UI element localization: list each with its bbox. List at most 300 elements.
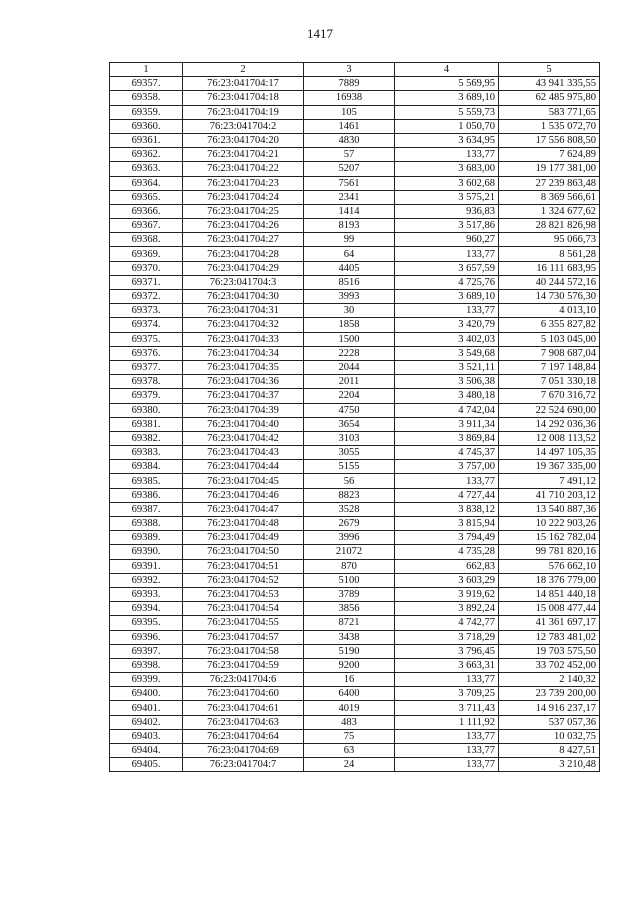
table-row bbox=[110, 304, 600, 318]
area-cell: 16938 bbox=[304, 91, 395, 105]
area-cell: 9200 bbox=[304, 658, 395, 672]
area-cell: 75 bbox=[304, 729, 395, 743]
row-number-cell: 69365. bbox=[110, 190, 183, 204]
row-number-cell: 69361. bbox=[110, 133, 183, 147]
specific-value-cell: 4 727,44 bbox=[395, 488, 499, 502]
cadastral-number-cell: 76:23:041704:48 bbox=[183, 517, 304, 531]
cadastral-number-cell: 76:23:041704:42 bbox=[183, 431, 304, 445]
specific-value-cell: 3 718,29 bbox=[395, 630, 499, 644]
specific-value-cell: 3 480,18 bbox=[395, 389, 499, 403]
table-row bbox=[110, 247, 600, 261]
area-cell: 1461 bbox=[304, 119, 395, 133]
row-number-cell: 69384. bbox=[110, 460, 183, 474]
specific-value-cell: 133,77 bbox=[395, 758, 499, 772]
table-row bbox=[110, 573, 600, 587]
cadastral-value-cell: 15 162 782,04 bbox=[499, 531, 600, 545]
row-number-cell: 69392. bbox=[110, 573, 183, 587]
cadastral-number-cell: 76:23:041704:55 bbox=[183, 616, 304, 630]
column-header-5: 5 bbox=[499, 63, 600, 77]
cadastral-value-cell: 15 008 477,44 bbox=[499, 602, 600, 616]
area-cell: 3528 bbox=[304, 502, 395, 516]
table-row bbox=[110, 190, 600, 204]
cadastral-number-cell: 76:23:041704:63 bbox=[183, 715, 304, 729]
cadastral-number-cell: 76:23:041704:22 bbox=[183, 162, 304, 176]
cadastral-number-cell: 76:23:041704:6 bbox=[183, 673, 304, 687]
area-cell: 57 bbox=[304, 148, 395, 162]
table-row bbox=[110, 360, 600, 374]
cadastral-number-cell: 76:23:041704:54 bbox=[183, 602, 304, 616]
table-row bbox=[110, 133, 600, 147]
row-number-cell: 69358. bbox=[110, 91, 183, 105]
area-cell: 105 bbox=[304, 105, 395, 119]
row-number-cell: 69397. bbox=[110, 644, 183, 658]
row-number-cell: 69372. bbox=[110, 290, 183, 304]
cadastral-value-cell: 12 008 113,52 bbox=[499, 431, 600, 445]
cadastral-number-cell: 76:23:041704:24 bbox=[183, 190, 304, 204]
cadastral-number-cell: 76:23:041704:20 bbox=[183, 133, 304, 147]
specific-value-cell: 3 796,45 bbox=[395, 644, 499, 658]
row-number-cell: 69375. bbox=[110, 332, 183, 346]
table-row bbox=[110, 417, 600, 431]
cadastral-number-cell: 76:23:041704:33 bbox=[183, 332, 304, 346]
specific-value-cell: 133,77 bbox=[395, 247, 499, 261]
table-row bbox=[110, 389, 600, 403]
specific-value-cell: 936,83 bbox=[395, 204, 499, 218]
area-cell: 2044 bbox=[304, 360, 395, 374]
column-header-2: 2 bbox=[183, 63, 304, 77]
row-number-cell: 69382. bbox=[110, 431, 183, 445]
cadastral-number-cell: 76:23:041704:43 bbox=[183, 446, 304, 460]
specific-value-cell: 3 838,12 bbox=[395, 502, 499, 516]
cadastral-value-cell: 1 324 677,62 bbox=[499, 204, 600, 218]
cadastral-number-cell: 76:23:041704:19 bbox=[183, 105, 304, 119]
cadastral-value-cell: 583 771,65 bbox=[499, 105, 600, 119]
table-row bbox=[110, 403, 600, 417]
cadastral-number-cell: 76:23:041704:40 bbox=[183, 417, 304, 431]
area-cell: 483 bbox=[304, 715, 395, 729]
table-row bbox=[110, 431, 600, 445]
table-row bbox=[110, 687, 600, 701]
specific-value-cell: 3 919,62 bbox=[395, 587, 499, 601]
specific-value-cell: 133,77 bbox=[395, 673, 499, 687]
table-row bbox=[110, 729, 600, 743]
cadastral-value-cell: 41 361 697,17 bbox=[499, 616, 600, 630]
specific-value-cell: 133,77 bbox=[395, 148, 499, 162]
table-row bbox=[110, 474, 600, 488]
area-cell: 64 bbox=[304, 247, 395, 261]
area-cell: 2341 bbox=[304, 190, 395, 204]
table-row bbox=[110, 375, 600, 389]
table-row bbox=[110, 91, 600, 105]
specific-value-cell: 3 402,03 bbox=[395, 332, 499, 346]
cadastral-value-cell: 7 670 316,72 bbox=[499, 389, 600, 403]
cadastral-value-cell: 576 662,10 bbox=[499, 559, 600, 573]
cadastral-number-cell: 76:23:041704:46 bbox=[183, 488, 304, 502]
row-number-cell: 69395. bbox=[110, 616, 183, 630]
row-number-cell: 69393. bbox=[110, 587, 183, 601]
table-row bbox=[110, 318, 600, 332]
cadastral-number-cell: 76:23:041704:27 bbox=[183, 233, 304, 247]
area-cell: 4830 bbox=[304, 133, 395, 147]
table-row bbox=[110, 545, 600, 559]
area-cell: 3789 bbox=[304, 587, 395, 601]
cadastral-number-cell: 76:23:041704:39 bbox=[183, 403, 304, 417]
cadastral-number-cell: 76:23:041704:69 bbox=[183, 744, 304, 758]
table-row bbox=[110, 616, 600, 630]
cadastral-value-cell: 7 197 148,84 bbox=[499, 360, 600, 374]
cadastral-number-cell: 76:23:041704:36 bbox=[183, 375, 304, 389]
row-number-cell: 69387. bbox=[110, 502, 183, 516]
table-row bbox=[110, 602, 600, 616]
specific-value-cell: 3 757,00 bbox=[395, 460, 499, 474]
area-cell: 24 bbox=[304, 758, 395, 772]
cadastral-value-cell: 43 941 335,55 bbox=[499, 77, 600, 91]
table-row bbox=[110, 176, 600, 190]
cadastral-value-cell: 10 032,75 bbox=[499, 729, 600, 743]
cadastral-number-cell: 76:23:041704:7 bbox=[183, 758, 304, 772]
cadastral-value-cell: 13 540 887,36 bbox=[499, 502, 600, 516]
row-number-cell: 69402. bbox=[110, 715, 183, 729]
cadastral-value-cell: 537 057,36 bbox=[499, 715, 600, 729]
cadastral-value-cell: 62 485 975,80 bbox=[499, 91, 600, 105]
row-number-cell: 69399. bbox=[110, 673, 183, 687]
area-cell: 2679 bbox=[304, 517, 395, 531]
specific-value-cell: 3 794,49 bbox=[395, 531, 499, 545]
specific-value-cell: 3 815,94 bbox=[395, 517, 499, 531]
cadastral-number-cell: 76:23:041704:29 bbox=[183, 261, 304, 275]
cadastral-value-cell: 1 535 072,70 bbox=[499, 119, 600, 133]
row-number-cell: 69377. bbox=[110, 360, 183, 374]
row-number-cell: 69373. bbox=[110, 304, 183, 318]
area-cell: 16 bbox=[304, 673, 395, 687]
cadastral-number-cell: 76:23:041704:64 bbox=[183, 729, 304, 743]
cadastral-number-cell: 76:23:041704:61 bbox=[183, 701, 304, 715]
specific-value-cell: 4 742,04 bbox=[395, 403, 499, 417]
cadastral-value-cell: 7 624,89 bbox=[499, 148, 600, 162]
table-body bbox=[110, 77, 600, 772]
cadastral-number-cell: 76:23:041704:58 bbox=[183, 644, 304, 658]
area-cell: 56 bbox=[304, 474, 395, 488]
cadastral-value-cell: 12 783 481,02 bbox=[499, 630, 600, 644]
cadastral-number-cell: 76:23:041704:23 bbox=[183, 176, 304, 190]
table-row bbox=[110, 587, 600, 601]
cadastral-number-cell: 76:23:041704:50 bbox=[183, 545, 304, 559]
row-number-cell: 69367. bbox=[110, 219, 183, 233]
table-row bbox=[110, 446, 600, 460]
cadastral-value-cell: 14 916 237,17 bbox=[499, 701, 600, 715]
area-cell: 4019 bbox=[304, 701, 395, 715]
cadastral-value-cell: 14 851 440,18 bbox=[499, 587, 600, 601]
area-cell: 7889 bbox=[304, 77, 395, 91]
row-number-cell: 69394. bbox=[110, 602, 183, 616]
row-number-cell: 69389. bbox=[110, 531, 183, 545]
cadastral-value-cell: 2 140,32 bbox=[499, 673, 600, 687]
table-row bbox=[110, 119, 600, 133]
row-number-cell: 69364. bbox=[110, 176, 183, 190]
cadastral-value-cell: 95 066,73 bbox=[499, 233, 600, 247]
specific-value-cell: 133,77 bbox=[395, 304, 499, 318]
row-number-cell: 69363. bbox=[110, 162, 183, 176]
specific-value-cell: 3 683,00 bbox=[395, 162, 499, 176]
row-number-cell: 69368. bbox=[110, 233, 183, 247]
cadastral-value-cell: 19 703 575,50 bbox=[499, 644, 600, 658]
table-row bbox=[110, 332, 600, 346]
table-row bbox=[110, 290, 600, 304]
area-cell: 99 bbox=[304, 233, 395, 247]
cadastral-number-cell: 76:23:041704:57 bbox=[183, 630, 304, 644]
specific-value-cell: 3 892,24 bbox=[395, 602, 499, 616]
area-cell: 3103 bbox=[304, 431, 395, 445]
cadastral-value-cell: 8 369 566,61 bbox=[499, 190, 600, 204]
area-cell: 63 bbox=[304, 744, 395, 758]
specific-value-cell: 3 420,79 bbox=[395, 318, 499, 332]
specific-value-cell: 3 575,21 bbox=[395, 190, 499, 204]
table-row bbox=[110, 219, 600, 233]
area-cell: 2228 bbox=[304, 346, 395, 360]
cadastral-value-cell: 8 427,51 bbox=[499, 744, 600, 758]
cadastral-value-cell: 17 556 808,50 bbox=[499, 133, 600, 147]
table-row bbox=[110, 105, 600, 119]
row-number-cell: 69398. bbox=[110, 658, 183, 672]
area-cell: 5190 bbox=[304, 644, 395, 658]
row-number-cell: 69396. bbox=[110, 630, 183, 644]
table-row bbox=[110, 744, 600, 758]
specific-value-cell: 3 657,59 bbox=[395, 261, 499, 275]
cadastral-value-cell: 27 239 863,48 bbox=[499, 176, 600, 190]
cadastral-number-cell: 76:23:041704:45 bbox=[183, 474, 304, 488]
area-cell: 8516 bbox=[304, 275, 395, 289]
table-row bbox=[110, 460, 600, 474]
area-cell: 1414 bbox=[304, 204, 395, 218]
cadastral-number-cell: 76:23:041704:3 bbox=[183, 275, 304, 289]
cadastral-number-cell: 76:23:041704:31 bbox=[183, 304, 304, 318]
cadastral-number-cell: 76:23:041704:30 bbox=[183, 290, 304, 304]
table-row bbox=[110, 673, 600, 687]
area-cell: 4750 bbox=[304, 403, 395, 417]
column-header-1: 1 bbox=[110, 63, 183, 77]
area-cell: 3996 bbox=[304, 531, 395, 545]
area-cell: 7561 bbox=[304, 176, 395, 190]
cadastral-number-cell: 76:23:041704:44 bbox=[183, 460, 304, 474]
specific-value-cell: 133,77 bbox=[395, 744, 499, 758]
row-number-cell: 69366. bbox=[110, 204, 183, 218]
cadastral-number-cell: 76:23:041704:51 bbox=[183, 559, 304, 573]
row-number-cell: 69376. bbox=[110, 346, 183, 360]
specific-value-cell: 4 725,76 bbox=[395, 275, 499, 289]
specific-value-cell: 5 559,73 bbox=[395, 105, 499, 119]
row-number-cell: 69390. bbox=[110, 545, 183, 559]
specific-value-cell: 3 521,11 bbox=[395, 360, 499, 374]
specific-value-cell: 662,83 bbox=[395, 559, 499, 573]
cadastral-value-cell: 7 491,12 bbox=[499, 474, 600, 488]
table-row bbox=[110, 233, 600, 247]
area-cell: 3654 bbox=[304, 417, 395, 431]
area-cell: 8193 bbox=[304, 219, 395, 233]
row-number-cell: 69388. bbox=[110, 517, 183, 531]
cadastral-value-cell: 18 376 779,00 bbox=[499, 573, 600, 587]
table-row bbox=[110, 517, 600, 531]
cadastral-value-cell: 40 244 572,16 bbox=[499, 275, 600, 289]
cadastral-value-cell: 7 051 330,18 bbox=[499, 375, 600, 389]
cadastral-value-cell: 14 292 036,36 bbox=[499, 417, 600, 431]
cadastral-number-cell: 76:23:041704:17 bbox=[183, 77, 304, 91]
specific-value-cell: 3 603,29 bbox=[395, 573, 499, 587]
cadastral-value-cell: 3 210,48 bbox=[499, 758, 600, 772]
cadastral-number-cell: 76:23:041704:21 bbox=[183, 148, 304, 162]
area-cell: 6400 bbox=[304, 687, 395, 701]
row-number-cell: 69400. bbox=[110, 687, 183, 701]
table-row bbox=[110, 701, 600, 715]
table-row bbox=[110, 531, 600, 545]
cadastral-number-cell: 76:23:041704:60 bbox=[183, 687, 304, 701]
table-row bbox=[110, 715, 600, 729]
cadastral-number-cell: 76:23:041704:26 bbox=[183, 219, 304, 233]
column-header-4: 4 bbox=[395, 63, 499, 77]
row-number-cell: 69380. bbox=[110, 403, 183, 417]
specific-value-cell: 3 869,84 bbox=[395, 431, 499, 445]
area-cell: 1500 bbox=[304, 332, 395, 346]
cadastral-number-cell: 76:23:041704:2 bbox=[183, 119, 304, 133]
cadastral-number-cell: 76:23:041704:35 bbox=[183, 360, 304, 374]
row-number-cell: 69379. bbox=[110, 389, 183, 403]
row-number-cell: 69374. bbox=[110, 318, 183, 332]
cadastral-number-cell: 76:23:041704:37 bbox=[183, 389, 304, 403]
table-row bbox=[110, 658, 600, 672]
area-cell: 8721 bbox=[304, 616, 395, 630]
area-cell: 3993 bbox=[304, 290, 395, 304]
specific-value-cell: 5 569,95 bbox=[395, 77, 499, 91]
row-number-cell: 69404. bbox=[110, 744, 183, 758]
area-cell: 5207 bbox=[304, 162, 395, 176]
row-number-cell: 69371. bbox=[110, 275, 183, 289]
cadastral-value-cell: 41 710 203,12 bbox=[499, 488, 600, 502]
area-cell: 21072 bbox=[304, 545, 395, 559]
area-cell: 2011 bbox=[304, 375, 395, 389]
area-cell: 3055 bbox=[304, 446, 395, 460]
cadastral-value-cell: 28 821 826,98 bbox=[499, 219, 600, 233]
cadastral-number-cell: 76:23:041704:25 bbox=[183, 204, 304, 218]
cadastral-value-cell: 10 222 903,26 bbox=[499, 517, 600, 531]
specific-value-cell: 3 506,38 bbox=[395, 375, 499, 389]
specific-value-cell: 3 602,68 bbox=[395, 176, 499, 190]
specific-value-cell: 4 745,37 bbox=[395, 446, 499, 460]
table-row bbox=[110, 630, 600, 644]
cadastral-value-cell: 7 908 687,04 bbox=[499, 346, 600, 360]
row-number-cell: 69403. bbox=[110, 729, 183, 743]
cadastral-number-cell: 76:23:041704:49 bbox=[183, 531, 304, 545]
row-number-cell: 69357. bbox=[110, 77, 183, 91]
specific-value-cell: 1 050,70 bbox=[395, 119, 499, 133]
area-cell: 4405 bbox=[304, 261, 395, 275]
table-row bbox=[110, 559, 600, 573]
column-header-3: 3 bbox=[304, 63, 395, 77]
specific-value-cell: 133,77 bbox=[395, 729, 499, 743]
cadastral-value-cell: 14 497 105,35 bbox=[499, 446, 600, 460]
cadastral-value-cell: 19 177 381,00 bbox=[499, 162, 600, 176]
specific-value-cell: 3 689,10 bbox=[395, 91, 499, 105]
table-row bbox=[110, 77, 600, 91]
area-cell: 30 bbox=[304, 304, 395, 318]
cadastral-number-cell: 76:23:041704:52 bbox=[183, 573, 304, 587]
table-row bbox=[110, 148, 600, 162]
row-number-cell: 69386. bbox=[110, 488, 183, 502]
row-number-cell: 69405. bbox=[110, 758, 183, 772]
cadastral-number-cell: 76:23:041704:28 bbox=[183, 247, 304, 261]
table-row bbox=[110, 261, 600, 275]
cadastral-value-cell: 4 013,10 bbox=[499, 304, 600, 318]
area-cell: 8823 bbox=[304, 488, 395, 502]
table-row bbox=[110, 644, 600, 658]
table-row bbox=[110, 162, 600, 176]
table-row bbox=[110, 758, 600, 772]
row-number-cell: 69381. bbox=[110, 417, 183, 431]
cadastral-value-cell: 22 524 690,00 bbox=[499, 403, 600, 417]
cadastral-number-cell: 76:23:041704:32 bbox=[183, 318, 304, 332]
specific-value-cell: 3 549,68 bbox=[395, 346, 499, 360]
area-cell: 1858 bbox=[304, 318, 395, 332]
table-row bbox=[110, 204, 600, 218]
specific-value-cell: 3 911,34 bbox=[395, 417, 499, 431]
cadastral-value-cell: 8 561,28 bbox=[499, 247, 600, 261]
cadastral-number-cell: 76:23:041704:18 bbox=[183, 91, 304, 105]
specific-value-cell: 3 689,10 bbox=[395, 290, 499, 304]
row-number-cell: 69359. bbox=[110, 105, 183, 119]
cadastral-number-cell: 76:23:041704:47 bbox=[183, 502, 304, 516]
area-cell: 5155 bbox=[304, 460, 395, 474]
area-cell: 2204 bbox=[304, 389, 395, 403]
specific-value-cell: 4 735,28 bbox=[395, 545, 499, 559]
specific-value-cell: 3 709,25 bbox=[395, 687, 499, 701]
area-cell: 3438 bbox=[304, 630, 395, 644]
specific-value-cell: 3 634,95 bbox=[395, 133, 499, 147]
specific-value-cell: 3 663,31 bbox=[395, 658, 499, 672]
row-number-cell: 69370. bbox=[110, 261, 183, 275]
table-row bbox=[110, 346, 600, 360]
page-number: 1417 bbox=[307, 26, 333, 41]
cadastral-value-cell: 99 781 820,16 bbox=[499, 545, 600, 559]
specific-value-cell: 3 517,86 bbox=[395, 219, 499, 233]
row-number-cell: 69362. bbox=[110, 148, 183, 162]
specific-value-cell: 3 711,43 bbox=[395, 701, 499, 715]
area-cell: 3856 bbox=[304, 602, 395, 616]
table-row bbox=[110, 488, 600, 502]
row-number-cell: 69383. bbox=[110, 446, 183, 460]
table-header-row bbox=[110, 63, 600, 77]
cadastral-value-cell: 6 355 827,82 bbox=[499, 318, 600, 332]
cadastral-value-cell: 23 739 200,00 bbox=[499, 687, 600, 701]
row-number-cell: 69385. bbox=[110, 474, 183, 488]
cadastral-value-cell: 33 702 452,00 bbox=[499, 658, 600, 672]
area-cell: 5100 bbox=[304, 573, 395, 587]
cadastral-value-cell: 19 367 335,00 bbox=[499, 460, 600, 474]
row-number-cell: 69360. bbox=[110, 119, 183, 133]
specific-value-cell: 1 111,92 bbox=[395, 715, 499, 729]
specific-value-cell: 960,27 bbox=[395, 233, 499, 247]
row-number-cell: 69369. bbox=[110, 247, 183, 261]
area-cell: 870 bbox=[304, 559, 395, 573]
cadastral-value-cell: 16 111 683,95 bbox=[499, 261, 600, 275]
cadastral-value-cell: 14 730 576,30 bbox=[499, 290, 600, 304]
cadastral-value-table bbox=[109, 62, 600, 772]
row-number-cell: 69401. bbox=[110, 701, 183, 715]
cadastral-value-cell: 5 103 045,00 bbox=[499, 332, 600, 346]
table-row bbox=[110, 275, 600, 289]
cadastral-number-cell: 76:23:041704:59 bbox=[183, 658, 304, 672]
specific-value-cell: 4 742,77 bbox=[395, 616, 499, 630]
row-number-cell: 69378. bbox=[110, 375, 183, 389]
table-row bbox=[110, 502, 600, 516]
cadastral-number-cell: 76:23:041704:34 bbox=[183, 346, 304, 360]
